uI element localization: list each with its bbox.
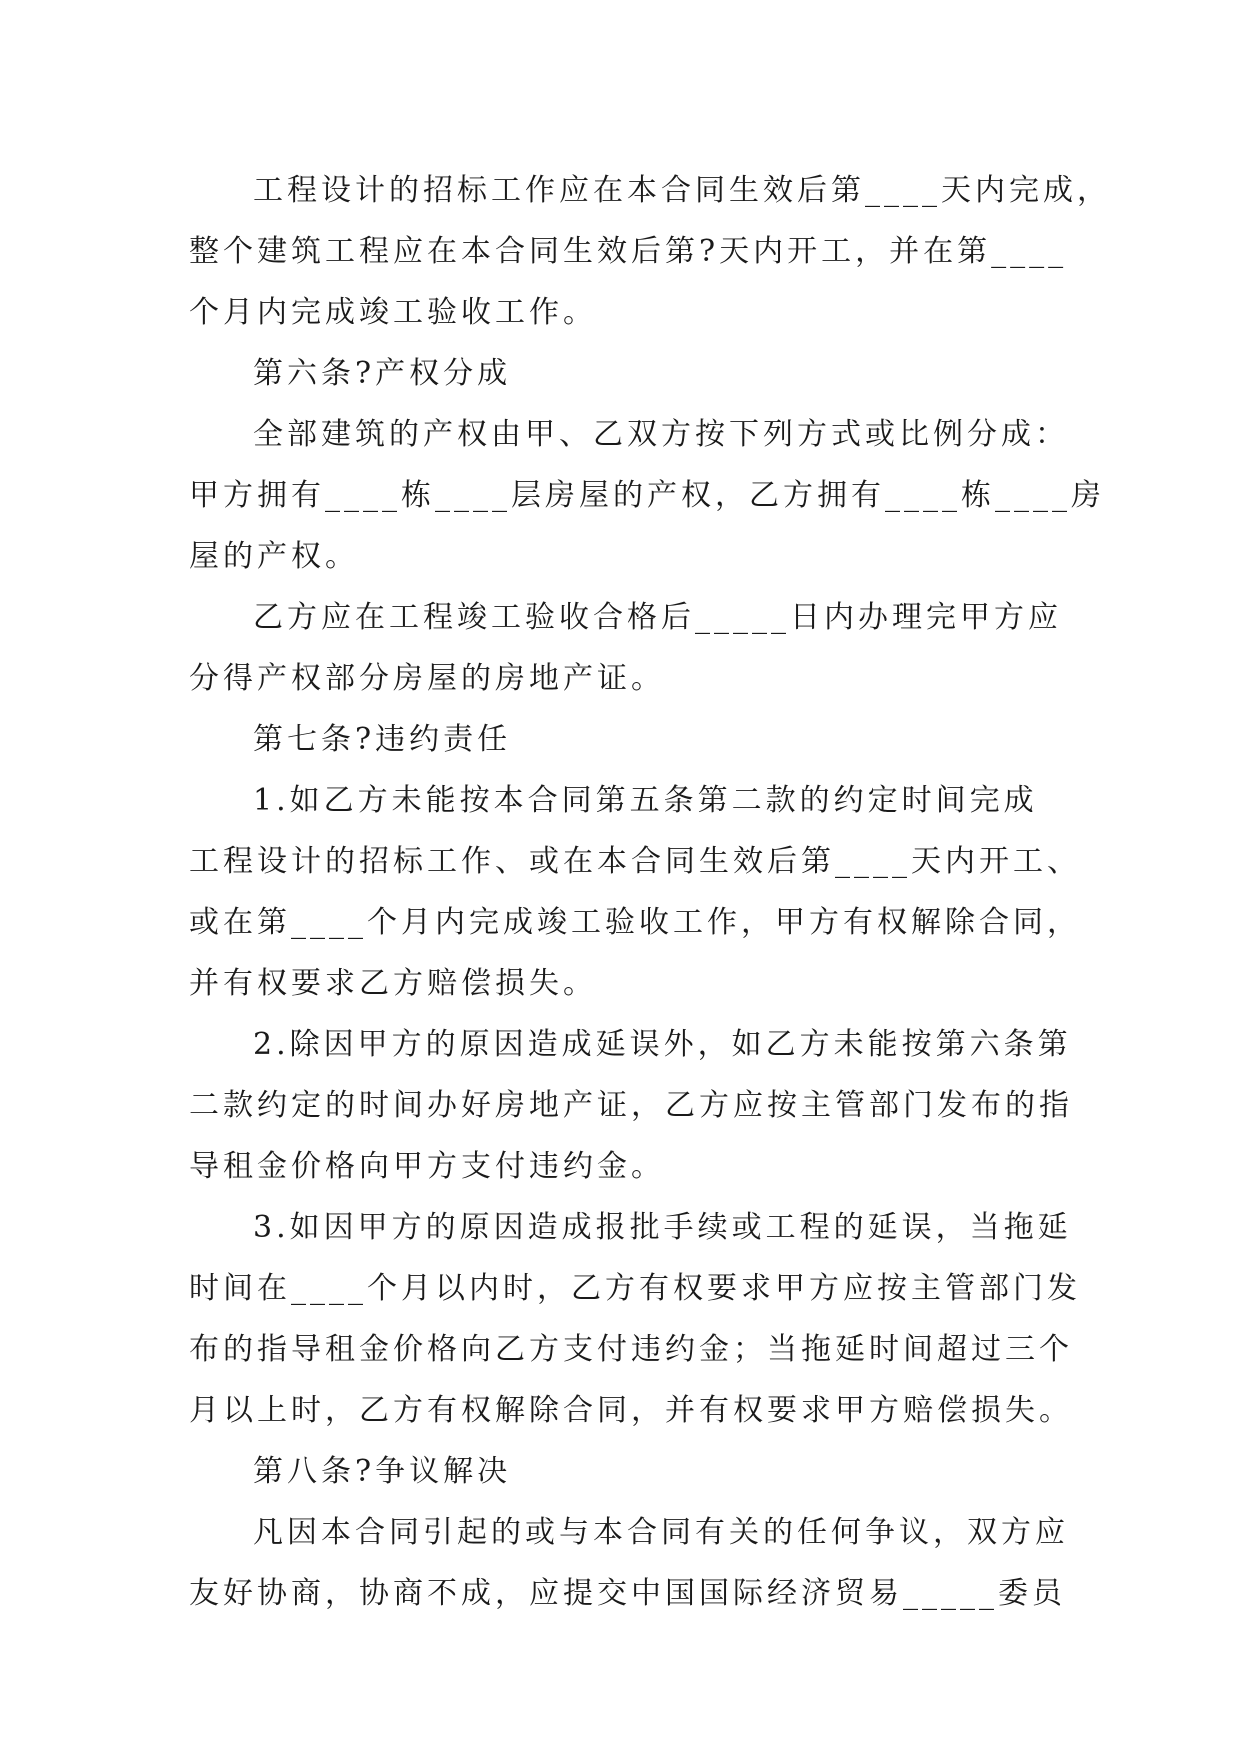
text-line: 并有权要求乙方赔偿损失。 bbox=[189, 966, 597, 1001]
text-line: 甲方拥有____栋____层房屋的产权，乙方拥有____栋____房 bbox=[189, 478, 1105, 513]
text-line: 或在第____个月内完成竣工验收工作，甲方有权解除合同， bbox=[189, 905, 1081, 940]
text-line: 布的指导租金价格向乙方支付违约金；当拖延时间超过三个 bbox=[189, 1332, 1073, 1367]
text-line: 分得产权部分房屋的房地产证。 bbox=[189, 661, 665, 696]
section-heading: 第六条?产权分成 bbox=[253, 356, 512, 391]
document-body bbox=[189, 160, 1111, 1624]
text-line: 二款约定的时间办好房地产证，乙方应按主管部门发布的指 bbox=[189, 1088, 1073, 1123]
section-heading: 第八条?争议解决 bbox=[253, 1454, 512, 1489]
text-line: 导租金价格向甲方支付违约金。 bbox=[189, 1149, 665, 1184]
text-line: 乙方应在工程竣工验收合格后_____日内办理完甲方应 bbox=[253, 600, 1062, 635]
text-line: 时间在____个月以内时，乙方有权要求甲方应按主管部门发 bbox=[189, 1271, 1081, 1306]
section-heading: 第七条?违约责任 bbox=[253, 722, 512, 757]
text-line: 全部建筑的产权由甲、乙双方按下列方式或比例分成： bbox=[253, 417, 1069, 452]
text-line: 1.如乙方未能按本合同第五条第二款的约定时间完成 bbox=[253, 783, 1038, 818]
text-line: 友好协商，协商不成，应提交中国国际经济贸易_____委员 bbox=[189, 1576, 1066, 1611]
text-line: 屋的产权。 bbox=[189, 539, 359, 574]
text-line: 2.除因甲方的原因造成延误外，如乙方未能按第六条第 bbox=[253, 1027, 1072, 1062]
text-line: 月以上时，乙方有权解除合同，并有权要求甲方赔偿损失。 bbox=[189, 1393, 1073, 1428]
text-line: 工程设计的招标工作、或在本合同生效后第____天内开工、 bbox=[189, 844, 1081, 879]
text-line: 3.如因甲方的原因造成报批手续或工程的延误，当拖延 bbox=[253, 1210, 1072, 1245]
text-line: 凡因本合同引起的或与本合同有关的任何争议，双方应 bbox=[253, 1515, 1069, 1550]
text-line: 整个建筑工程应在本合同生效后第?天内开工，并在第____ bbox=[189, 234, 1068, 269]
text-line: 工程设计的招标工作应在本合同生效后第____天内完成， bbox=[253, 173, 1111, 208]
text-line: 个月内完成竣工验收工作。 bbox=[189, 295, 597, 330]
